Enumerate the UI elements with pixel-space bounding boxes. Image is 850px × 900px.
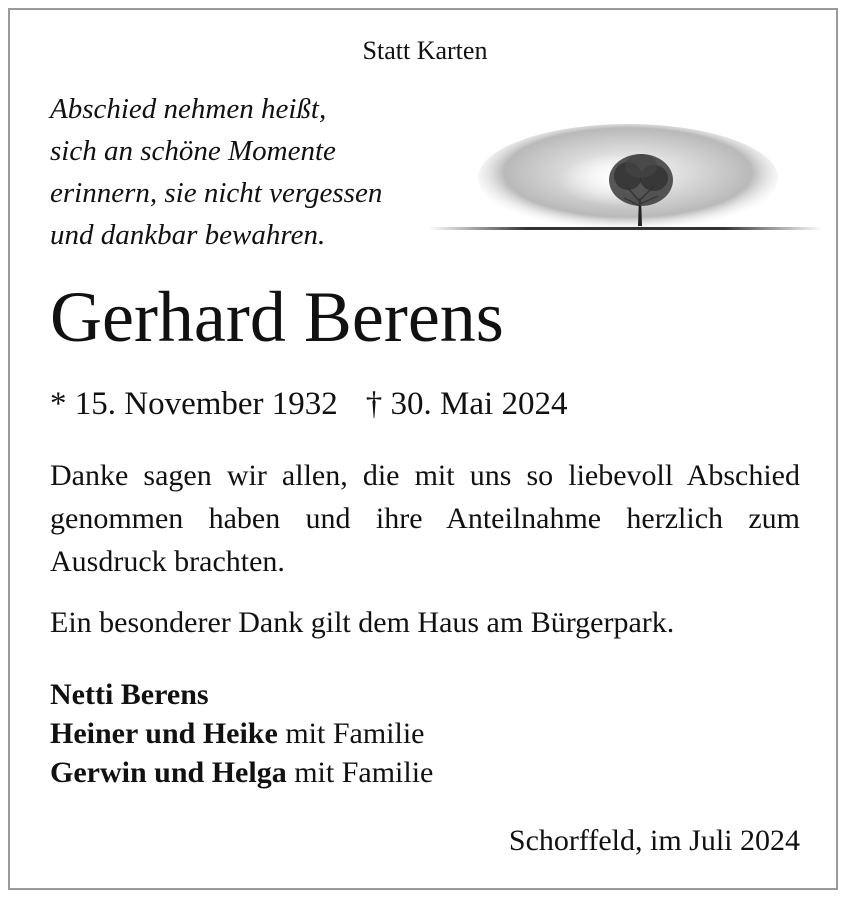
signer (50, 753, 433, 792)
special-thanks: Ein besonderer Dank gilt dem Haus am Bürgerpark. (50, 606, 675, 639)
signer (50, 714, 433, 753)
quote-line: Abschied nehmen heißt, (50, 93, 327, 125)
deceased-name: Gerhard Berens (50, 277, 504, 357)
notice-header: Statt Karten (362, 36, 488, 65)
tree-in-mist-icon (428, 118, 823, 240)
quote-block (50, 88, 382, 256)
signer-suffix: mit Familie (277, 717, 425, 750)
death-date: † 30. Mai 2024 (365, 386, 568, 422)
place-date: Schorffeld, im Juli 2024 (508, 824, 800, 857)
life-dates (50, 386, 567, 423)
quote-line: sich an schöne Momente (50, 135, 336, 167)
signers-list (50, 675, 433, 792)
quote-line: erinnern, sie nicht vergessen (50, 177, 383, 209)
signer-name: Heiner und Heike (50, 717, 278, 750)
signer-name: Gerwin und Helga (50, 756, 287, 789)
quote-line: und dankbar bewahren. (50, 219, 326, 251)
birth-date: * 15. November 1932 (50, 386, 338, 422)
thanks-paragraph: Danke sagen wir allen, die mit uns so liebevoll Abschied genommen haben und ihre Anteilnahme herzlich zum Ausdruck brachten. (50, 459, 800, 578)
signer (50, 675, 433, 714)
signer-suffix: mit Familie (286, 756, 434, 789)
signer-name: Netti Berens (50, 678, 209, 711)
